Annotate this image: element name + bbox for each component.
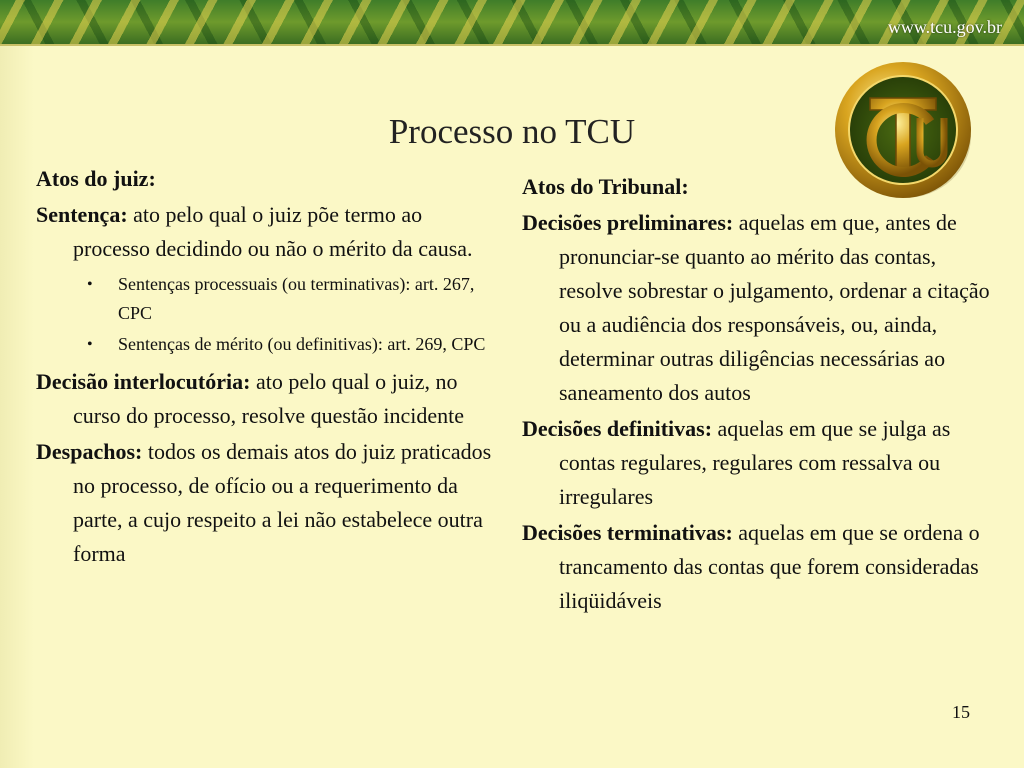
right-column xyxy=(522,170,992,618)
bullet-text: Sentenças de mérito (ou definitivas): art. 269, CPC xyxy=(118,334,486,354)
desc-sentenca: ato pelo qual o juiz põe termo ao processo decidindo ou não o mérito da causa. xyxy=(73,202,473,261)
bullet-dot-icon: • xyxy=(87,336,93,353)
right-heading xyxy=(522,170,992,204)
left-item-despachos xyxy=(36,435,492,571)
left-heading-text: Atos do juiz: xyxy=(36,166,156,191)
right-item-decisoes-terminativas xyxy=(522,516,992,618)
slide-title: Processo no TCU xyxy=(388,112,636,151)
term-decisao-interlocutoria: Decisão interlocutória: xyxy=(36,369,251,394)
left-decorative-strip xyxy=(0,46,34,768)
bullet-item xyxy=(36,330,492,359)
term-decisoes-preliminares: Decisões preliminares: xyxy=(522,210,734,235)
bullet-dot-icon: • xyxy=(87,276,93,293)
term-decisoes-definitivas: Decisões definitivas: xyxy=(522,416,713,441)
site-url: www.tcu.gov.br xyxy=(887,17,1002,37)
desc-despachos: todos os demais atos do juiz praticados no processo, de ofício ou a requerimento da parte, a cujo respeito a lei não estabelece outra forma xyxy=(73,439,492,566)
page-number: 15 xyxy=(952,702,970,722)
right-item-decisoes-definitivas xyxy=(522,412,992,514)
left-item-decisao-interlocutoria xyxy=(36,365,492,433)
right-item-decisoes-preliminares xyxy=(522,206,992,410)
bullet-item xyxy=(36,270,492,328)
term-sentenca: Sentença: xyxy=(36,202,128,227)
left-item-sentenca xyxy=(36,198,492,266)
desc-decisoes-terminativas: aquelas em que se ordena o trancamento das contas que forem consideradas iliqüidáveis xyxy=(559,520,980,613)
right-heading-text: Atos do Tribunal: xyxy=(522,174,689,199)
desc-decisoes-preliminares: aquelas em que, antes de pronunciar-se quanto ao mérito das contas, resolve sobrestar o julgamento, ordenar a citação ou a audiência dos responsáveis, ou, ainda, determinar outras diligências necessárias ao saneamento dos autos xyxy=(559,210,990,405)
bullet-text: Sentenças processuais (ou terminativas): art. 267, CPC xyxy=(118,274,475,323)
desc-decisoes-definitivas: aquelas em que se julga as contas regulares, regulares com ressalva ou irregulares xyxy=(559,416,951,509)
header-banner xyxy=(0,0,1024,46)
left-heading xyxy=(36,162,492,196)
desc-decisao-interlocutoria: ato pelo qual o juiz, no curso do processo, resolve questão incidente xyxy=(73,369,464,428)
term-despachos: Despachos: xyxy=(36,439,143,464)
term-decisoes-terminativas: Decisões terminativas: xyxy=(522,520,733,545)
sentenca-bullets xyxy=(36,270,492,359)
left-column xyxy=(36,162,492,571)
